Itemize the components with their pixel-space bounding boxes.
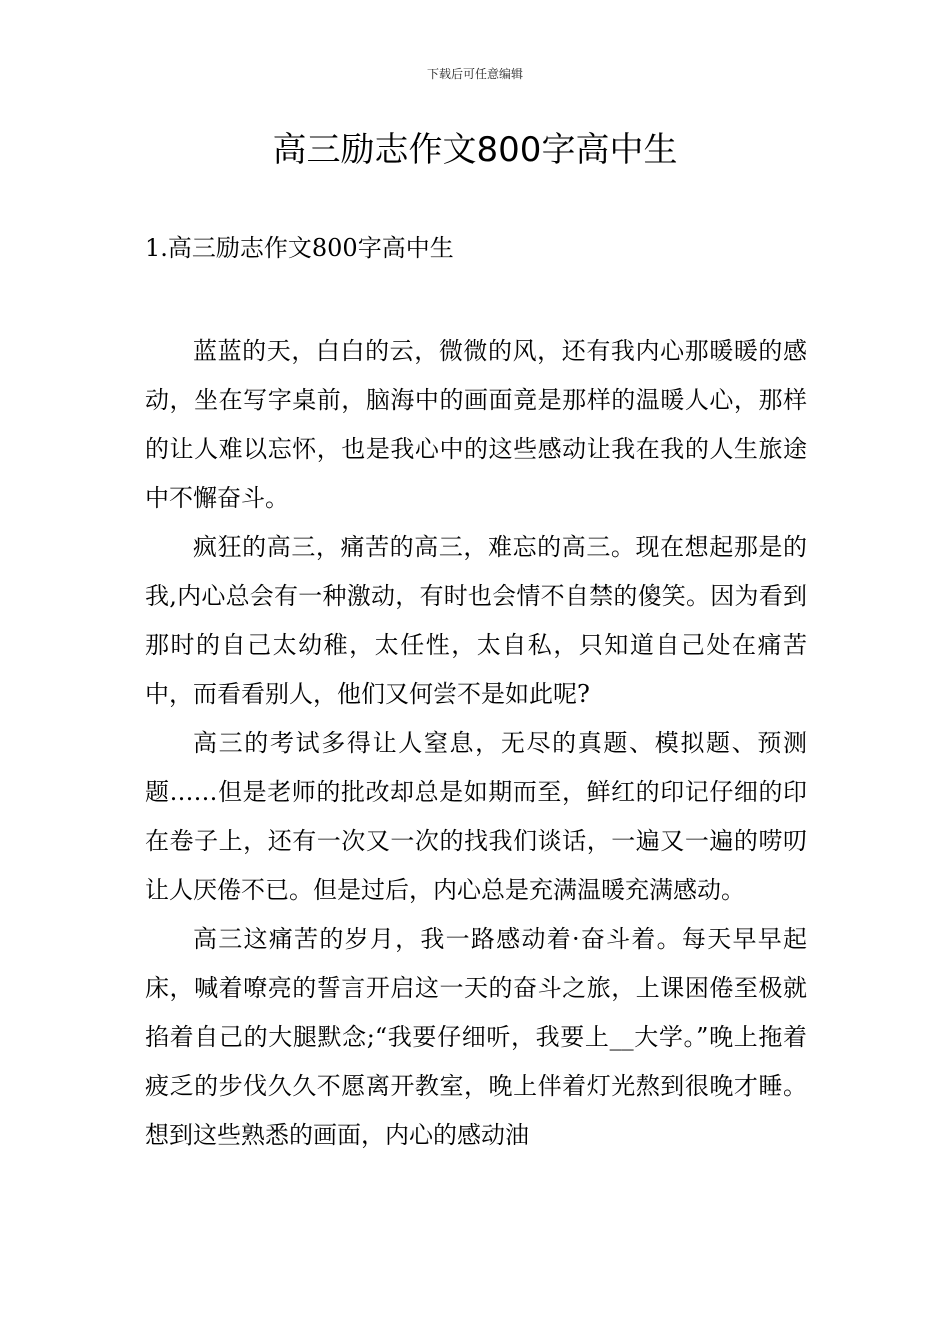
- article-body: [145, 327, 807, 1160]
- section-heading: 1.高三励志作文800字高中生: [145, 234, 454, 262]
- document-title: 高三励志作文800字高中生: [272, 130, 678, 170]
- paragraph: 蓝蓝的天，白白的云，微微的风，还有我内心那暖暖的感动，坐在写字桌前，脑海中的画面竟是那样的温暖人心，那样的让人难以忘怀，也是我心中的这些感动让我在我的人生旅途中不懈奋斗。: [145, 337, 807, 512]
- header-note: 下载后可任意编辑: [426, 67, 523, 81]
- paragraph: 疯狂的高三，痛苦的高三，难忘的高三。现在想起那是的我,内心总会有一种激动，有时也会情不自禁的傻笑。因为看到那时的自己太幼稚，太任性，太自私，只知道自己处在痛苦中，而看看别人，他们又何尝不是如此呢?: [145, 533, 807, 708]
- paragraph: 高三这痛苦的岁月，我一路感动着·奋斗着。每天早早起床，喊着嘹亮的誓言开启这一天的奋斗之旅，上课困倦至极就掐着自己的大腿默念;“我要仔细听，我要上__大学。”晚上拖着疲乏的步伐久久不愿离开教室，晚上伴着灯光熬到很晚才睡。想到这些熟悉的画面，内心的感动油: [145, 925, 807, 1149]
- paragraph: 高三的考试多得让人窒息，无尽的真题、模拟题、预测题……但是老师的批改却总是如期而至，鲜红的印记仔细的印在卷子上，还有一次又一次的找我们谈话，一遍又一遍的唠叨让人厌倦不已。但是过后，内心总是充满温暖充满感动。: [145, 729, 807, 904]
